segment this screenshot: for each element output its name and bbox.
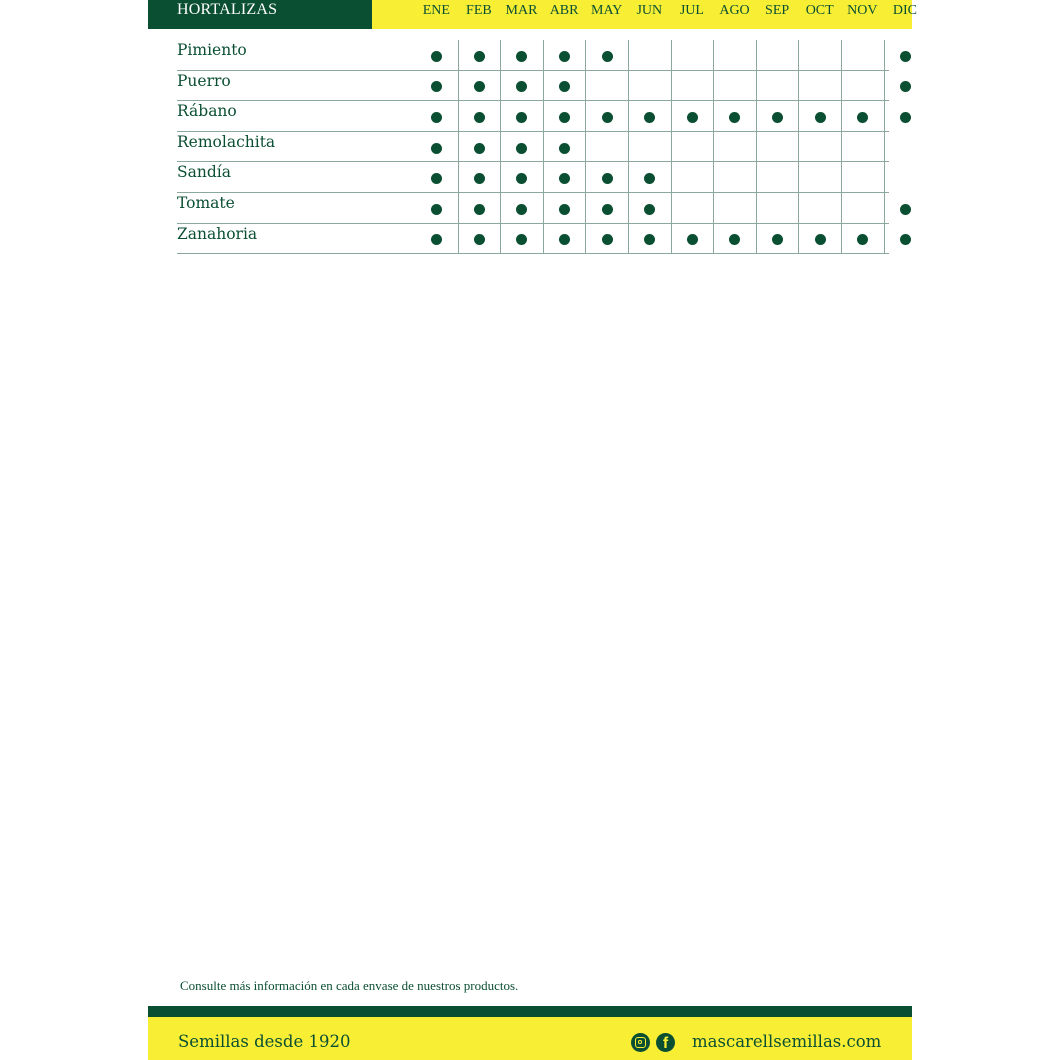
sowing-dot	[772, 112, 783, 123]
section-title: HORTALIZAS	[177, 1, 278, 18]
sowing-dot	[559, 204, 570, 215]
month-cell-feb	[458, 193, 501, 223]
sowing-dot	[431, 204, 442, 215]
month-cell-may	[585, 71, 628, 101]
sowing-dot	[559, 173, 570, 184]
month-cell-may	[585, 101, 628, 131]
month-cell-may	[585, 40, 628, 70]
sowing-dot	[516, 81, 527, 92]
month-cell-ene	[415, 132, 458, 162]
sowing-dot	[559, 112, 570, 123]
month-cell-oct	[798, 224, 841, 254]
footer-divider	[148, 1006, 912, 1017]
instagram-icon[interactable]	[631, 1033, 650, 1052]
month-cell-mar	[500, 101, 543, 131]
month-label-sep: SEP	[765, 3, 790, 18]
sowing-dot	[857, 112, 868, 123]
month-cell-mar	[500, 71, 543, 101]
table-row	[177, 162, 889, 193]
month-cell-jul	[671, 101, 714, 131]
calendar-page	[148, 0, 917, 1060]
table-row	[177, 101, 889, 132]
crop-name: Sandía	[177, 163, 231, 182]
month-cell-dic	[884, 71, 927, 101]
month-cell-ago	[713, 132, 756, 162]
month-cell-nov	[841, 40, 884, 70]
month-cell-sep	[756, 132, 799, 162]
sowing-dot	[602, 51, 613, 62]
month-cell-abr	[543, 224, 586, 254]
month-label-may: MAY	[590, 3, 623, 18]
month-cell-dic	[884, 162, 927, 192]
sowing-dot	[729, 234, 740, 245]
month-cell-ene	[415, 162, 458, 192]
crop-name: Pimiento	[177, 41, 247, 59]
sowing-dot	[900, 234, 911, 245]
sowing-dot	[559, 81, 570, 92]
sowing-dot	[474, 112, 485, 123]
sowing-dot	[687, 234, 698, 245]
month-cell-sep	[756, 162, 799, 192]
month-cell-abr	[543, 132, 586, 162]
month-cell-may	[585, 224, 628, 254]
month-cell-jun	[628, 224, 671, 254]
sowing-dot	[474, 81, 485, 92]
month-cell-ene	[415, 101, 458, 131]
month-cell-jun	[628, 101, 671, 131]
sowing-dot	[602, 234, 613, 245]
sowing-dot	[900, 81, 911, 92]
month-label-feb: FEB	[466, 3, 492, 18]
month-cell-dic	[884, 40, 927, 70]
month-cell-abr	[543, 162, 586, 192]
crop-name: Puerro	[177, 71, 231, 90]
month-cell-mar	[500, 193, 543, 223]
month-cell-ago	[713, 40, 756, 70]
sowing-dot	[474, 234, 485, 245]
month-cell-may	[585, 132, 628, 162]
month-label-ago: AGO	[719, 3, 750, 18]
month-cell-ene	[415, 224, 458, 254]
month-cell-dic	[884, 101, 927, 131]
month-cell-ago	[713, 224, 756, 254]
sowing-dot	[644, 234, 655, 245]
month-cell-ago	[713, 101, 756, 131]
sowing-dot	[516, 112, 527, 123]
sowing-dot	[516, 51, 527, 62]
table-row	[177, 40, 889, 71]
month-cell-ene	[415, 40, 458, 70]
sowing-dot	[857, 234, 868, 245]
sowing-dot	[687, 112, 698, 123]
sowing-dot	[516, 204, 527, 215]
sowing-dot	[729, 112, 740, 123]
sowing-dot	[900, 112, 911, 123]
sowing-dot	[815, 112, 826, 123]
crop-name: Tomate	[177, 193, 235, 212]
month-cell-jul	[671, 193, 714, 223]
calendar-header	[148, 0, 917, 29]
month-cell-jul	[671, 71, 714, 101]
footer	[148, 1017, 912, 1060]
month-cell-ene	[415, 71, 458, 101]
month-cell-jul	[671, 162, 714, 192]
month-label-dic: DIC	[892, 3, 917, 18]
month-label-abr: ABR	[549, 3, 579, 18]
month-cell-feb	[458, 40, 501, 70]
sowing-dot	[602, 204, 613, 215]
month-cell-ago	[713, 71, 756, 101]
sowing-dot	[431, 51, 442, 62]
table-row	[177, 193, 889, 224]
month-cell-abr	[543, 40, 586, 70]
month-label-mar: MAR	[505, 3, 538, 18]
month-cell-jun	[628, 132, 671, 162]
crop-name: Rábano	[177, 102, 237, 121]
month-cell-abr	[543, 71, 586, 101]
month-cell-jul	[671, 132, 714, 162]
website-link[interactable]: mascarellsemillas.com	[692, 1032, 882, 1051]
month-cell-ago	[713, 193, 756, 223]
month-cell-nov	[841, 132, 884, 162]
month-cell-dic	[884, 224, 927, 254]
sowing-dot	[602, 173, 613, 184]
sowing-dot	[559, 51, 570, 62]
month-cell-sep	[756, 193, 799, 223]
month-cell-nov	[841, 224, 884, 254]
month-label-nov: NOV	[847, 3, 878, 18]
month-cell-sep	[756, 224, 799, 254]
sowing-dot	[644, 204, 655, 215]
sowing-dot	[559, 234, 570, 245]
tagline: Semillas desde 1920	[178, 1032, 351, 1051]
sowing-dot	[474, 173, 485, 184]
crop-name: Remolachita	[177, 132, 276, 151]
month-cell-abr	[543, 193, 586, 223]
sowing-dot	[431, 173, 442, 184]
month-cell-mar	[500, 40, 543, 70]
sowing-dot	[516, 234, 527, 245]
month-cell-sep	[756, 71, 799, 101]
month-cell-nov	[841, 101, 884, 131]
month-label-oct: OCT	[805, 3, 834, 18]
month-cell-oct	[798, 40, 841, 70]
month-cell-jun	[628, 162, 671, 192]
info-note: Consulte más información en cada envase de nuestros productos.	[180, 978, 519, 993]
month-label-jun: JUN	[636, 3, 663, 18]
month-cell-dic	[884, 193, 927, 223]
month-cell-mar	[500, 162, 543, 192]
sowing-dot	[474, 143, 485, 154]
month-cell-oct	[798, 162, 841, 192]
table-row	[177, 71, 889, 102]
month-cell-feb	[458, 71, 501, 101]
month-cell-may	[585, 162, 628, 192]
month-cell-feb	[458, 162, 501, 192]
month-cell-jun	[628, 40, 671, 70]
sowing-dot	[431, 234, 442, 245]
sowing-dot	[772, 234, 783, 245]
month-cell-jul	[671, 224, 714, 254]
sowing-dot	[900, 51, 911, 62]
month-cell-sep	[756, 40, 799, 70]
sowing-dot	[559, 143, 570, 154]
month-cell-sep	[756, 101, 799, 131]
sowing-dot	[431, 143, 442, 154]
sowing-dot	[644, 112, 655, 123]
sowing-calendar-table	[177, 40, 889, 254]
table-row	[177, 132, 889, 163]
month-cell-nov	[841, 193, 884, 223]
month-cell-ago	[713, 162, 756, 192]
sowing-dot	[431, 81, 442, 92]
month-cell-may	[585, 193, 628, 223]
month-cell-nov	[841, 71, 884, 101]
month-cell-jul	[671, 40, 714, 70]
month-cell-abr	[543, 101, 586, 131]
month-cell-ene	[415, 193, 458, 223]
month-cell-oct	[798, 193, 841, 223]
header-title-block	[148, 0, 372, 29]
sowing-dot	[602, 112, 613, 123]
sowing-dot	[900, 204, 911, 215]
sowing-dot	[474, 51, 485, 62]
month-cell-mar	[500, 224, 543, 254]
sowing-dot	[474, 204, 485, 215]
crop-name: Zanahoria	[177, 224, 258, 243]
month-cell-oct	[798, 101, 841, 131]
month-label-ene: ENE	[422, 3, 450, 18]
month-cell-jun	[628, 71, 671, 101]
month-cell-feb	[458, 101, 501, 131]
month-cell-feb	[458, 224, 501, 254]
month-cell-mar	[500, 132, 543, 162]
month-cell-feb	[458, 132, 501, 162]
sowing-dot	[815, 234, 826, 245]
month-cell-jun	[628, 193, 671, 223]
month-cell-nov	[841, 162, 884, 192]
month-label-jul: JUL	[679, 3, 704, 18]
month-cell-oct	[798, 132, 841, 162]
facebook-icon[interactable]: f	[656, 1033, 675, 1052]
social-links	[631, 1033, 675, 1053]
sowing-dot	[516, 143, 527, 154]
sowing-dot	[431, 112, 442, 123]
sowing-dot	[516, 173, 527, 184]
month-cell-oct	[798, 71, 841, 101]
sowing-dot	[644, 173, 655, 184]
table-row	[177, 224, 889, 255]
month-cell-dic	[884, 132, 927, 162]
